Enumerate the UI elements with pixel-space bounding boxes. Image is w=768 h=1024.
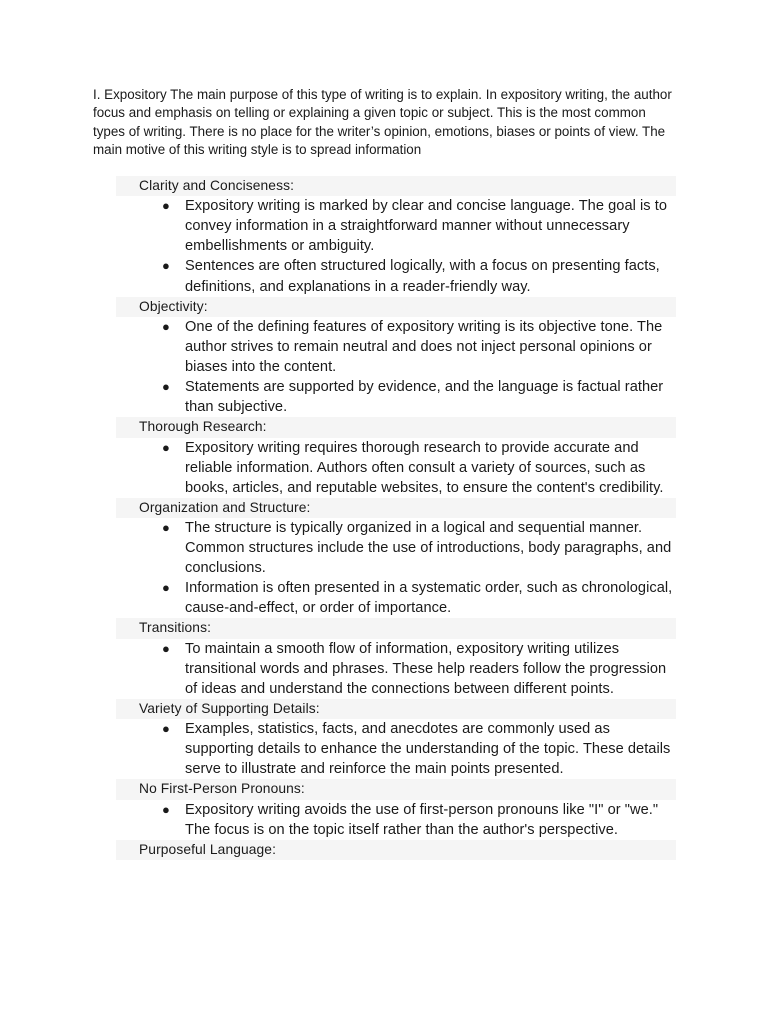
section-heading: Variety of Supporting Details: (116, 699, 676, 719)
bullet-list (116, 518, 676, 618)
characteristics-outline (116, 176, 676, 860)
bullet-dot-icon: ● (162, 198, 170, 214)
section-heading: Transitions: (116, 618, 676, 638)
bullet-item (116, 800, 676, 840)
bullet-item (116, 719, 676, 779)
bullet-dot-icon: ● (162, 801, 170, 817)
section-heading: Purposeful Language: (116, 840, 676, 860)
bullet-text: Information is often presented in a systematic order, such as chronological, cause-and-effect, or order of importance. (185, 580, 673, 617)
bullet-text: Examples, statistics, facts, and anecdotes are commonly used as supporting details to enhance the understanding of the topic. These details serve to illustrate and reinforce the main points presented. (185, 721, 671, 778)
bullet-text: Expository writing avoids the use of first-person pronouns like "I" or "we." The focus is on the topic itself rather than the author's perspective. (185, 801, 659, 838)
bullet-dot-icon: ● (162, 258, 170, 274)
bullet-text: Sentences are often structured logically, with a focus on presenting facts, definitions, and explanations in a reader-friendly way. (185, 258, 660, 295)
bullet-text: Expository writing is marked by clear and concise language. The goal is to convey information in a straightforward manner without unnecessary embellishments or ambiguity. (185, 198, 668, 255)
section-objectivity (116, 297, 676, 418)
bullet-dot-icon: ● (162, 379, 170, 395)
section-heading: Clarity and Conciseness: (116, 176, 676, 196)
bullet-item (116, 377, 676, 417)
section-heading: Thorough Research: (116, 417, 676, 437)
section-purposeful-language (116, 840, 676, 860)
bullet-dot-icon: ● (162, 580, 170, 596)
section-organization (116, 498, 676, 619)
bullet-list (116, 317, 676, 417)
bullet-list (116, 639, 676, 699)
bullet-text: The structure is typically organized in a logical and sequential manner. Common structures include the use of introductions, body paragraphs, and conclusions. (185, 519, 672, 577)
bullet-item (116, 317, 676, 377)
bullet-text: Expository writing requires thorough research to provide accurate and reliable information. Authors often consult a variety of sources, such as books, articles, and reputable websites, to ensure the content's credibility. (185, 439, 664, 496)
section-research (116, 417, 676, 497)
bullet-text: Statements are supported by evidence, and the language is factual rather than subjective. (185, 379, 664, 416)
bullet-text: One of the defining features of expository writing is its objective tone. The author strives to remain neutral and does not inject personal opinions or biases into the content. (185, 318, 663, 376)
bullet-item (116, 578, 676, 618)
bullet-item (116, 518, 676, 578)
bullet-dot-icon: ● (162, 519, 170, 535)
section-transitions (116, 618, 676, 698)
bullet-list (116, 719, 676, 779)
bullet-dot-icon: ● (162, 318, 170, 334)
bullet-item (116, 196, 676, 256)
section-heading: Objectivity: (116, 297, 676, 317)
section-heading: Organization and Structure: (116, 498, 676, 518)
bullet-dot-icon: ● (162, 721, 170, 737)
section-heading: No First-Person Pronouns: (116, 779, 676, 799)
section-pronouns (116, 779, 676, 839)
bullet-text: To maintain a smooth flow of information, expository writing utilizes transitional words and phrases. These help readers follow the progression of ideas and understand the connections between different points. (185, 640, 667, 697)
section-clarity (116, 176, 676, 297)
bullet-list (116, 196, 676, 296)
bullet-dot-icon: ● (162, 439, 170, 455)
bullet-item (116, 639, 676, 699)
bullet-item (116, 438, 676, 498)
bullet-item (116, 256, 676, 296)
bullet-list (116, 438, 676, 498)
section-supporting-details (116, 699, 676, 779)
bullet-dot-icon: ● (162, 640, 170, 656)
intro-paragraph: I. Expository The main purpose of this type of writing is to explain. In expository writing, the author focus and emphasis on telling or explaining a given topic or subject. This is the most common types of writing. There is no place for the writer’s opinion, emotions, biases or points of view. The main motive of this writing style is to spread information (93, 87, 672, 158)
bullet-list (116, 800, 676, 840)
